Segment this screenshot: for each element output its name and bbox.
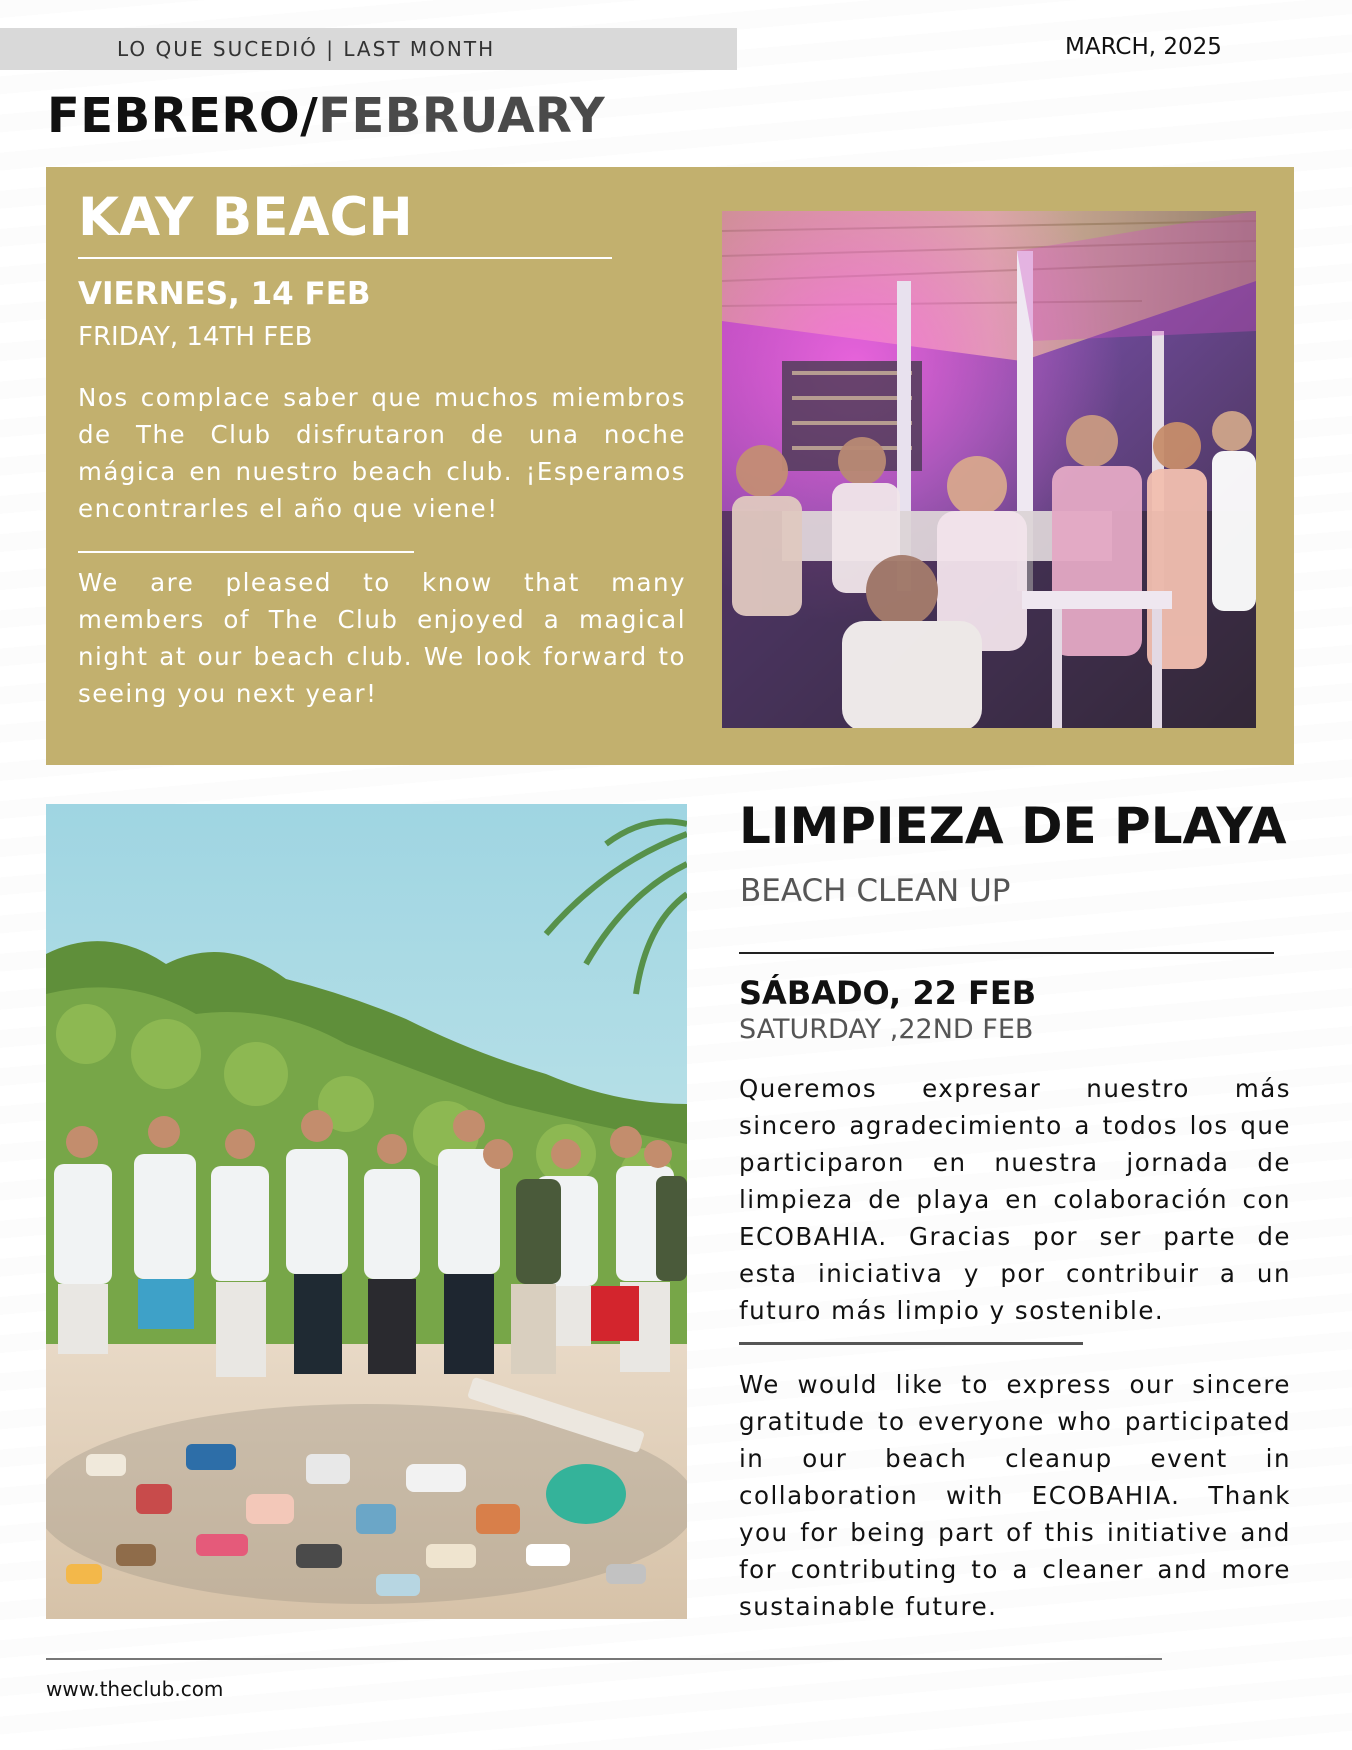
beach-cleanup-subtitle: BEACH CLEAN UP bbox=[740, 873, 1011, 909]
beach-cleanup-group-photo bbox=[46, 804, 687, 1619]
beach-cleanup-body-english: We would like to express our sincere gratitude to everyone who participated in our beach cleanup event in collaboration with ECOBAHIA. Thank you for being part of this initiative and for contributing to a cleaner and more sustainable future. bbox=[739, 1370, 1291, 1621]
page-title bbox=[47, 88, 605, 144]
kay-beach-title-divider bbox=[78, 257, 612, 259]
footer-divider bbox=[46, 1658, 1162, 1660]
page-title-separator: / bbox=[300, 88, 319, 144]
beach-cleanup-title: LIMPIEZA DE PLAYA bbox=[739, 797, 1287, 855]
page-title-spanish: FEBRERO bbox=[47, 88, 301, 144]
beach-cleanup-date-english: SATURDAY ,22ND FEB bbox=[739, 1014, 1034, 1045]
beach-cleanup-body-spanish: Queremos expresar nuestro más sincero agradecimiento a todos los que participaron en nuestra jornada de limpieza de playa en colaboración con ECOBAHIA. Gracias por ser parte de esta iniciativa y por contribuir a un futuro más limpio y sostenible. bbox=[739, 1074, 1291, 1325]
section-label: LO QUE SUCEDIÓ | LAST MONTH bbox=[117, 37, 496, 61]
kay-beach-title: KAY BEACH bbox=[78, 187, 413, 248]
beach-cleanup-title-divider bbox=[739, 952, 1274, 954]
page-title-english: FEBRUARY bbox=[318, 88, 606, 144]
issue-date: MARCH, 2025 bbox=[1065, 34, 1222, 60]
section-label-bar bbox=[0, 28, 737, 70]
beach-cleanup-body-divider bbox=[739, 1342, 1083, 1345]
beach-cleanup-date-spanish: SÁBADO, 22 FEB bbox=[739, 974, 1037, 1012]
kay-beach-party-photo bbox=[722, 211, 1256, 728]
kay-beach-date-english: FRIDAY, 14TH FEB bbox=[78, 322, 313, 352]
kay-beach-body-spanish: Nos complace saber que muchos miembros de The Club disfrutaron de una noche mágica en nuestro beach club. ¡Esperamos encontrarles el año que viene! bbox=[78, 383, 686, 523]
kay-beach-body-english: We are pleased to know that many members of The Club enjoyed a magical night at our beach club. We look forward to seeing you next year! bbox=[78, 568, 686, 708]
kay-beach-body-divider bbox=[78, 551, 414, 553]
kay-beach-date-spanish: VIERNES, 14 FEB bbox=[78, 276, 371, 312]
footer-website-link[interactable]: www.theclub.com bbox=[46, 1677, 224, 1701]
